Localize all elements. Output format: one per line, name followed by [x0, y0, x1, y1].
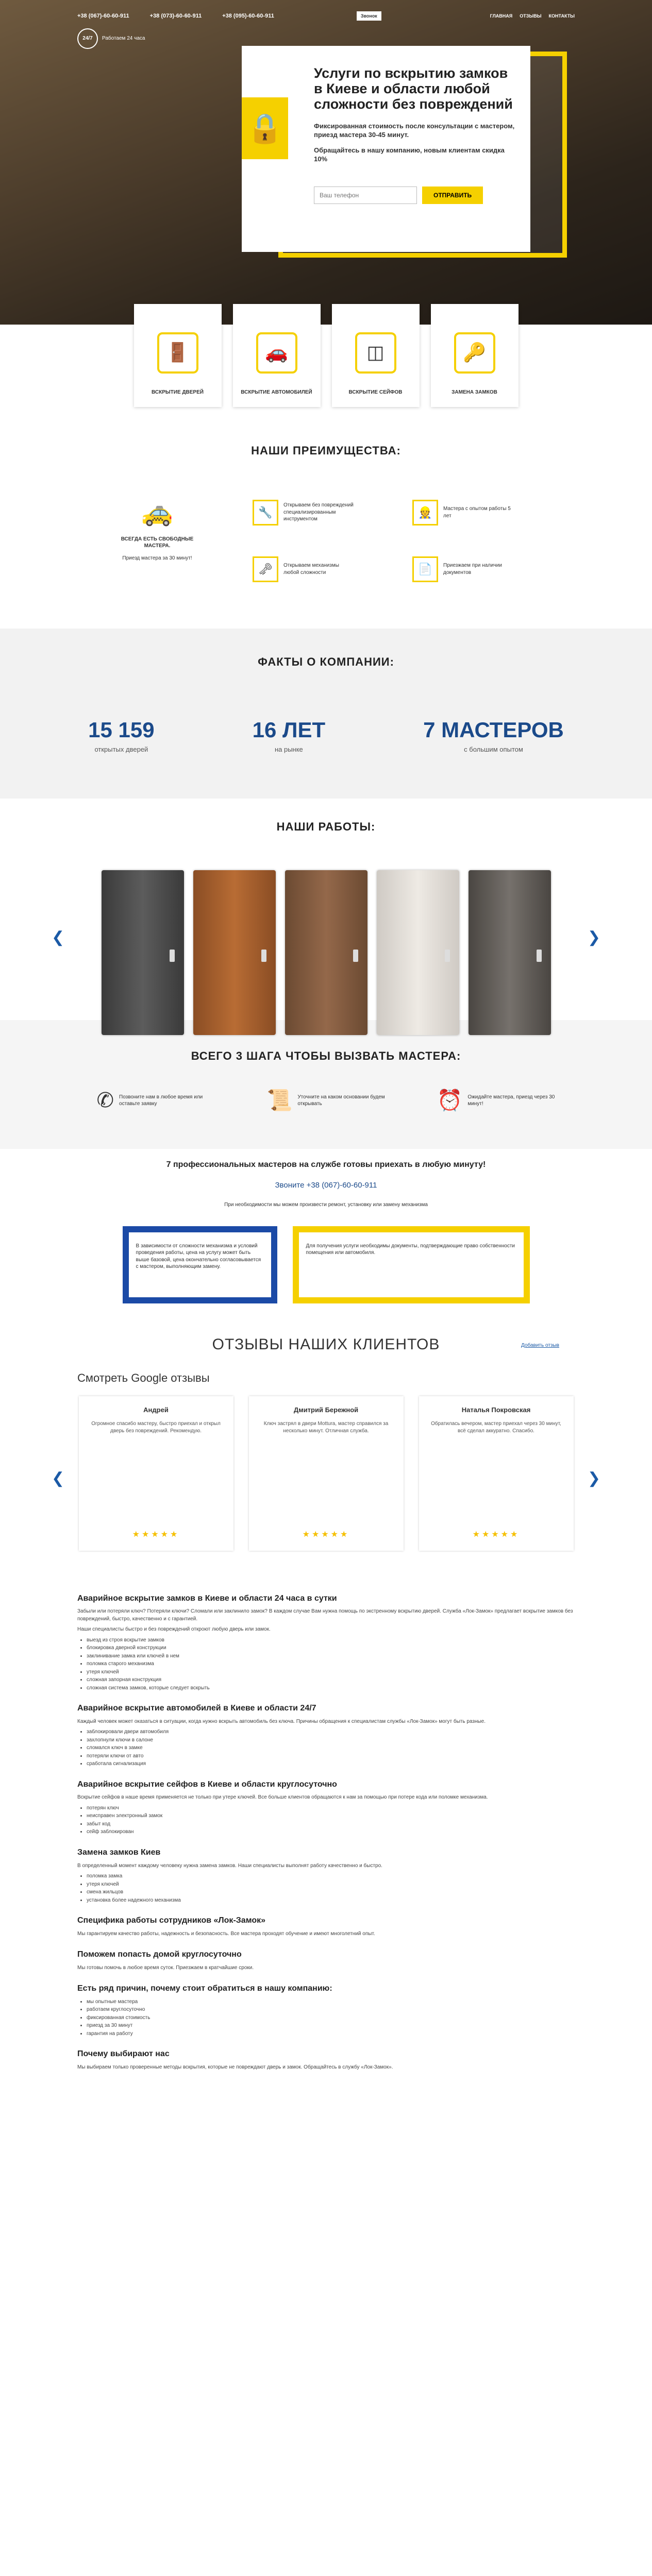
phone-3[interactable]: +38 (095)-60-60-911 [222, 12, 274, 19]
add-review-link[interactable]: Добавить отзыв [521, 1342, 559, 1348]
list-item: • фиксированная стоимость [87, 2014, 575, 2022]
nav-home[interactable]: ГЛАВНАЯ [490, 13, 513, 19]
advantage-documents [412, 556, 515, 582]
list-item: • заблокировали двери автомобиля [87, 1728, 575, 1736]
fact-label: на рынке [274, 745, 303, 754]
offer-title: Услуги по вскрытию замков в Киеве и области любой сложности без повреждений [314, 65, 513, 112]
list-item: • сработала сигнализация [87, 1760, 575, 1768]
fact-number: 15 159 [88, 718, 155, 742]
masters-section [0, 1149, 652, 1216]
door-icon: 🚪 [157, 332, 198, 374]
article-paragraph: Мы готовы помочь в любое время суток. Приезжаем в кратчайшие сроки. [77, 1964, 254, 1971]
fact-label: открытых дверей [94, 745, 148, 754]
advantage-complexity [253, 556, 356, 582]
submit-button[interactable]: ОТПРАВИТЬ [422, 187, 483, 204]
fact-masters [423, 716, 564, 754]
list-item: • гарантия на работу [87, 2030, 575, 2038]
article-list [77, 1805, 575, 1836]
review-card [419, 1396, 574, 1551]
article-list [77, 1998, 575, 2038]
article-list [77, 1637, 575, 1692]
service-safes[interactable] [332, 304, 420, 407]
service-label: ВСКРЫТИЕ АВТОМОБИЛЕЙ [241, 389, 312, 395]
service-label: ВСКРЫТИЕ СЕЙФОВ [348, 389, 403, 395]
list-item: • захлопнули ключи в салоне [87, 1737, 575, 1744]
list-item: • установка более надежного механизма [87, 1897, 575, 1904]
list-item: • заклинивание замка или ключей в нем [87, 1653, 575, 1660]
article-heading: Аварийное вскрытие автомобилей в Киеве и области 24/7 [77, 1704, 316, 1713]
car-icon: 🚕 [141, 497, 174, 527]
service-label: ЗАМЕНА ЗАМКОВ [452, 389, 497, 395]
list-item: • мы опытные мастера [87, 1998, 575, 2006]
works-gallery [0, 870, 652, 1035]
reviewer-name: Дмитрий Бережной [293, 1405, 359, 1414]
phone-icon: ✆ [96, 1089, 114, 1112]
article-paragraph: Мы выбираем только проверенные методы вскрытия, которые не повреждают дверь и замок. Обращайтесь в службу «Лок-Замок». [77, 2064, 393, 2070]
masters-phone[interactable]: Звоните +38 (067)-60-60-911 [275, 1181, 377, 1190]
advantage-text: Мастера с опытом работы 5 лет [443, 506, 511, 519]
advantage-masters [108, 495, 206, 562]
car-icon: 🚗 [256, 332, 297, 374]
phone-2[interactable]: +38 (073)-60-60-911 [149, 12, 202, 19]
step-text: Уточните на каком основании будем открывать [297, 1094, 385, 1107]
offer-text-2: Обращайтесь в нашу компанию, новым клиентам скидка 10% [314, 146, 505, 163]
work-photo[interactable] [285, 870, 367, 1035]
list-item: • потерян ключ [87, 1805, 575, 1812]
facts-title: ФАКТЫ О КОМПАНИИ: [258, 655, 394, 668]
advantage-text: Приезжаем при наличии документов [443, 563, 502, 575]
works-title: НАШИ РАБОТЫ: [276, 820, 376, 833]
offer-card [242, 46, 530, 252]
article-heading: Поможем попасть домой круглосуточно [77, 1950, 242, 1959]
nav-contacts[interactable]: КОНТАКТЫ [548, 13, 575, 19]
work-photo[interactable] [102, 870, 184, 1035]
rating-stars: ★★★★★ [132, 1530, 180, 1539]
worker-icon: 👷 [412, 500, 438, 526]
padlock-icon: 🔒 [242, 97, 288, 159]
list-item: • неисправен электронный замок [87, 1812, 575, 1820]
service-cars[interactable] [233, 304, 321, 407]
article-paragraph: Вскрытие сейфов в наше время применяется не только при утере ключей. Все больше клиентов обращаются к нам за помощью при потере кода или поломке механизма. [77, 1794, 488, 1801]
facts-section [0, 629, 652, 799]
article-list [77, 1873, 575, 1904]
advantage-no-damage [253, 500, 356, 526]
review-card [79, 1396, 233, 1551]
rating-stars: ★★★★★ [472, 1530, 520, 1539]
list-item: • сейф заблокирован [87, 1828, 575, 1836]
service-label: ВСКРЫТИЕ ДВЕРЕЙ [152, 389, 204, 395]
article-heading: Есть ряд причин, почему стоит обратиться в нашу компанию: [77, 1984, 332, 1993]
step-text: Ожидайте мастера, приезд через 30 минут! [467, 1094, 555, 1107]
article-heading: Аварийное вскрытие замков в Киеве и области 24 часа в сутки [77, 1594, 337, 1603]
reviews-section [0, 1314, 652, 1582]
notice-boxes [0, 1226, 652, 1314]
phone-1[interactable]: +38 (067)-60-60-911 [77, 12, 129, 19]
google-reviews-heading[interactable]: Смотреть Google отзывы [77, 1371, 210, 1385]
services-row [0, 304, 652, 407]
list-item: • потеряли ключи от авто [87, 1753, 575, 1760]
step-wait [437, 1087, 556, 1114]
list-item: • сломался ключ в замке [87, 1744, 575, 1752]
list-item: • поломка старого механизма [87, 1660, 575, 1668]
work-photo[interactable] [193, 870, 276, 1035]
list-item: • утеря ключей [87, 1669, 575, 1676]
next-arrow-icon[interactable]: ❯ [587, 928, 600, 946]
list-item: • смена жильцов [87, 1889, 575, 1896]
step-text: Позвоните нам в любое время или оставьте заявку [119, 1094, 203, 1107]
clock-icon: ⏰ [437, 1089, 463, 1112]
works-section [0, 799, 652, 1020]
call-button[interactable]: Звонок [357, 11, 381, 21]
reviews-title: ОТЗЫВЫ НАШИХ КЛИЕНТОВ [212, 1335, 440, 1353]
step-clarify [267, 1087, 386, 1114]
advantage-text: Открываем без повреждений специализированным инструментом [283, 502, 354, 522]
steps-title: ВСЕГО 3 ШАГА ЧТОБЫ ВЫЗВАТЬ МАСТЕРА: [191, 1049, 461, 1062]
article-heading: Замена замков Киев [77, 1848, 161, 1857]
advantage-text: Приезд мастера за 30 минут! [122, 555, 192, 561]
article-paragraph: Мы гарантируем качество работы, надежность и безопасность. Все мастера проходят обучение и имеют многолетний опыт. [77, 1930, 375, 1937]
article-paragraph: Каждый человек может оказаться в ситуации, когда нужно вскрыть автомобиль без ключа. Причины обращения к специалистам службы «Лок-Замок» могут быть разные. [77, 1718, 486, 1724]
main-nav [490, 13, 575, 19]
list-item: • сложная система замков, которые следует вскрыть [87, 1685, 575, 1692]
masters-title: 7 профессиональных мастеров на службе готовы приехать в любую минуту! [166, 1160, 486, 1169]
fact-label: с большим опытом [464, 745, 523, 754]
document-icon: 📜 [266, 1089, 293, 1112]
prev-arrow-icon[interactable]: ❮ [52, 928, 65, 946]
work-photo[interactable] [377, 870, 459, 1035]
steps-section [0, 1020, 652, 1149]
list-item: • выезд из строя вскрытие замков [87, 1637, 575, 1644]
logo-text: Работаем 24 часа [102, 36, 145, 42]
document-icon: 📄 [412, 556, 438, 582]
list-item: • приезд за 30 минут [87, 2022, 575, 2029]
offer-frame [247, 52, 567, 258]
list-item: • блокировка дверной конструкции [87, 1645, 575, 1652]
work-photo[interactable] [469, 870, 551, 1035]
advantages-title: НАШИ ПРЕИМУЩЕСТВА: [251, 444, 401, 457]
article-list [77, 1728, 575, 1768]
logo-icon: 24/7 [77, 28, 98, 49]
hero-section [0, 0, 652, 325]
article-heading: Почему выбирают нас [77, 2049, 170, 2059]
advantage-experience [412, 500, 515, 526]
offer-text-1: Фиксированная стоимость после консультации с мастером, приезд мастера 30-45 минут. [314, 122, 515, 139]
rating-stars: ★★★★★ [302, 1530, 350, 1539]
article-paragraph: Забыли или потеряли ключ? Потеряли ключи? Сломали или заклинило замок? В каждом случае Вам нужна помощь по экстренному вскрытию дверей. Служба «Лок-Замок» предлагает вскрытие замков без повреждений, быстро, качественно и с гарантией. [77, 1608, 573, 1622]
nav-reviews[interactable]: ОТЗЫВЫ [520, 13, 542, 19]
callback-form [314, 187, 515, 204]
lock-icon: 🔑 [454, 332, 495, 374]
list-item: • работаем круглосуточно [87, 2006, 575, 2013]
fact-doors [88, 716, 154, 754]
service-doors[interactable] [134, 304, 222, 407]
top-bar [77, 11, 575, 21]
list-item: • утеря ключей [87, 1881, 575, 1888]
service-locks[interactable] [431, 304, 519, 407]
fact-number: 16 ЛЕТ [252, 718, 326, 742]
prev-arrow-icon[interactable]: ❮ [52, 1469, 65, 1487]
list-item: • сложная запорная конструкция [87, 1676, 575, 1684]
advantage-text: Открываем механизмы любой сложности [283, 563, 339, 575]
seo-article [0, 1593, 652, 2072]
reviewer-name: Андрей [143, 1405, 169, 1414]
reviewer-name: Наталья Покровская [461, 1405, 531, 1414]
review-text: Ключ застрял в двери Mottura, мастер справился за несколько минут. Отличная служба. [263, 1421, 389, 1434]
phone-input[interactable] [314, 187, 417, 204]
list-item: • поломка замка [87, 1873, 575, 1880]
advantages-section [0, 443, 652, 629]
fact-number: 7 МАСТЕРОВ [423, 718, 564, 742]
review-card [249, 1396, 404, 1551]
logo[interactable] [77, 28, 145, 49]
tools-icon: 🔧 [253, 500, 278, 526]
review-text: Обратилась вечером, мастер приехал через 30 минут, всё сделал аккуратно. Спасибо. [431, 1421, 561, 1434]
safe-icon: ◫ [355, 332, 396, 374]
key-icon: 🗝 [253, 556, 278, 582]
review-cards [0, 1396, 652, 1551]
article-heading: Специфика работы сотрудников «Лок-Замок» [77, 1916, 265, 1925]
price-notice: В зависимости от сложности механизма и условий проведения работы, цена на услугу может быть выше базовой, цена окончательно согласовывается с мастером, выполняющим замену. [123, 1226, 277, 1303]
article-heading: Аварийное вскрытие сейфов в Киеве и области круглосуточно [77, 1780, 337, 1789]
step-call [97, 1087, 215, 1114]
masters-note: При необходимости мы можем произвести ремонт, установку или замену механизма [224, 1201, 428, 1208]
fact-years [253, 716, 326, 754]
documents-notice: Для получения услуги необходимы документы, подтверждающие право собственности помещения или автомобиля. [293, 1226, 530, 1303]
next-arrow-icon[interactable]: ❯ [587, 1469, 600, 1487]
article-paragraph: В определенный момент каждому человеку нужна замена замков. Наши специалисты выполнят работу качественно и быстро. [77, 1862, 382, 1869]
list-item: • забыт код [87, 1821, 575, 1828]
article-paragraph: Наши специалисты быстро и без повреждений откроют любую дверь или замок. [77, 1626, 271, 1633]
review-text: Огромное спасибо мастеру, быстро приехал и открыл дверь без повреждений. Рекомендую. [91, 1421, 221, 1434]
advantage-text: ВСЕГДА ЕСТЬ СВОБОДНЫЕ МАСТЕРА. [121, 536, 194, 549]
